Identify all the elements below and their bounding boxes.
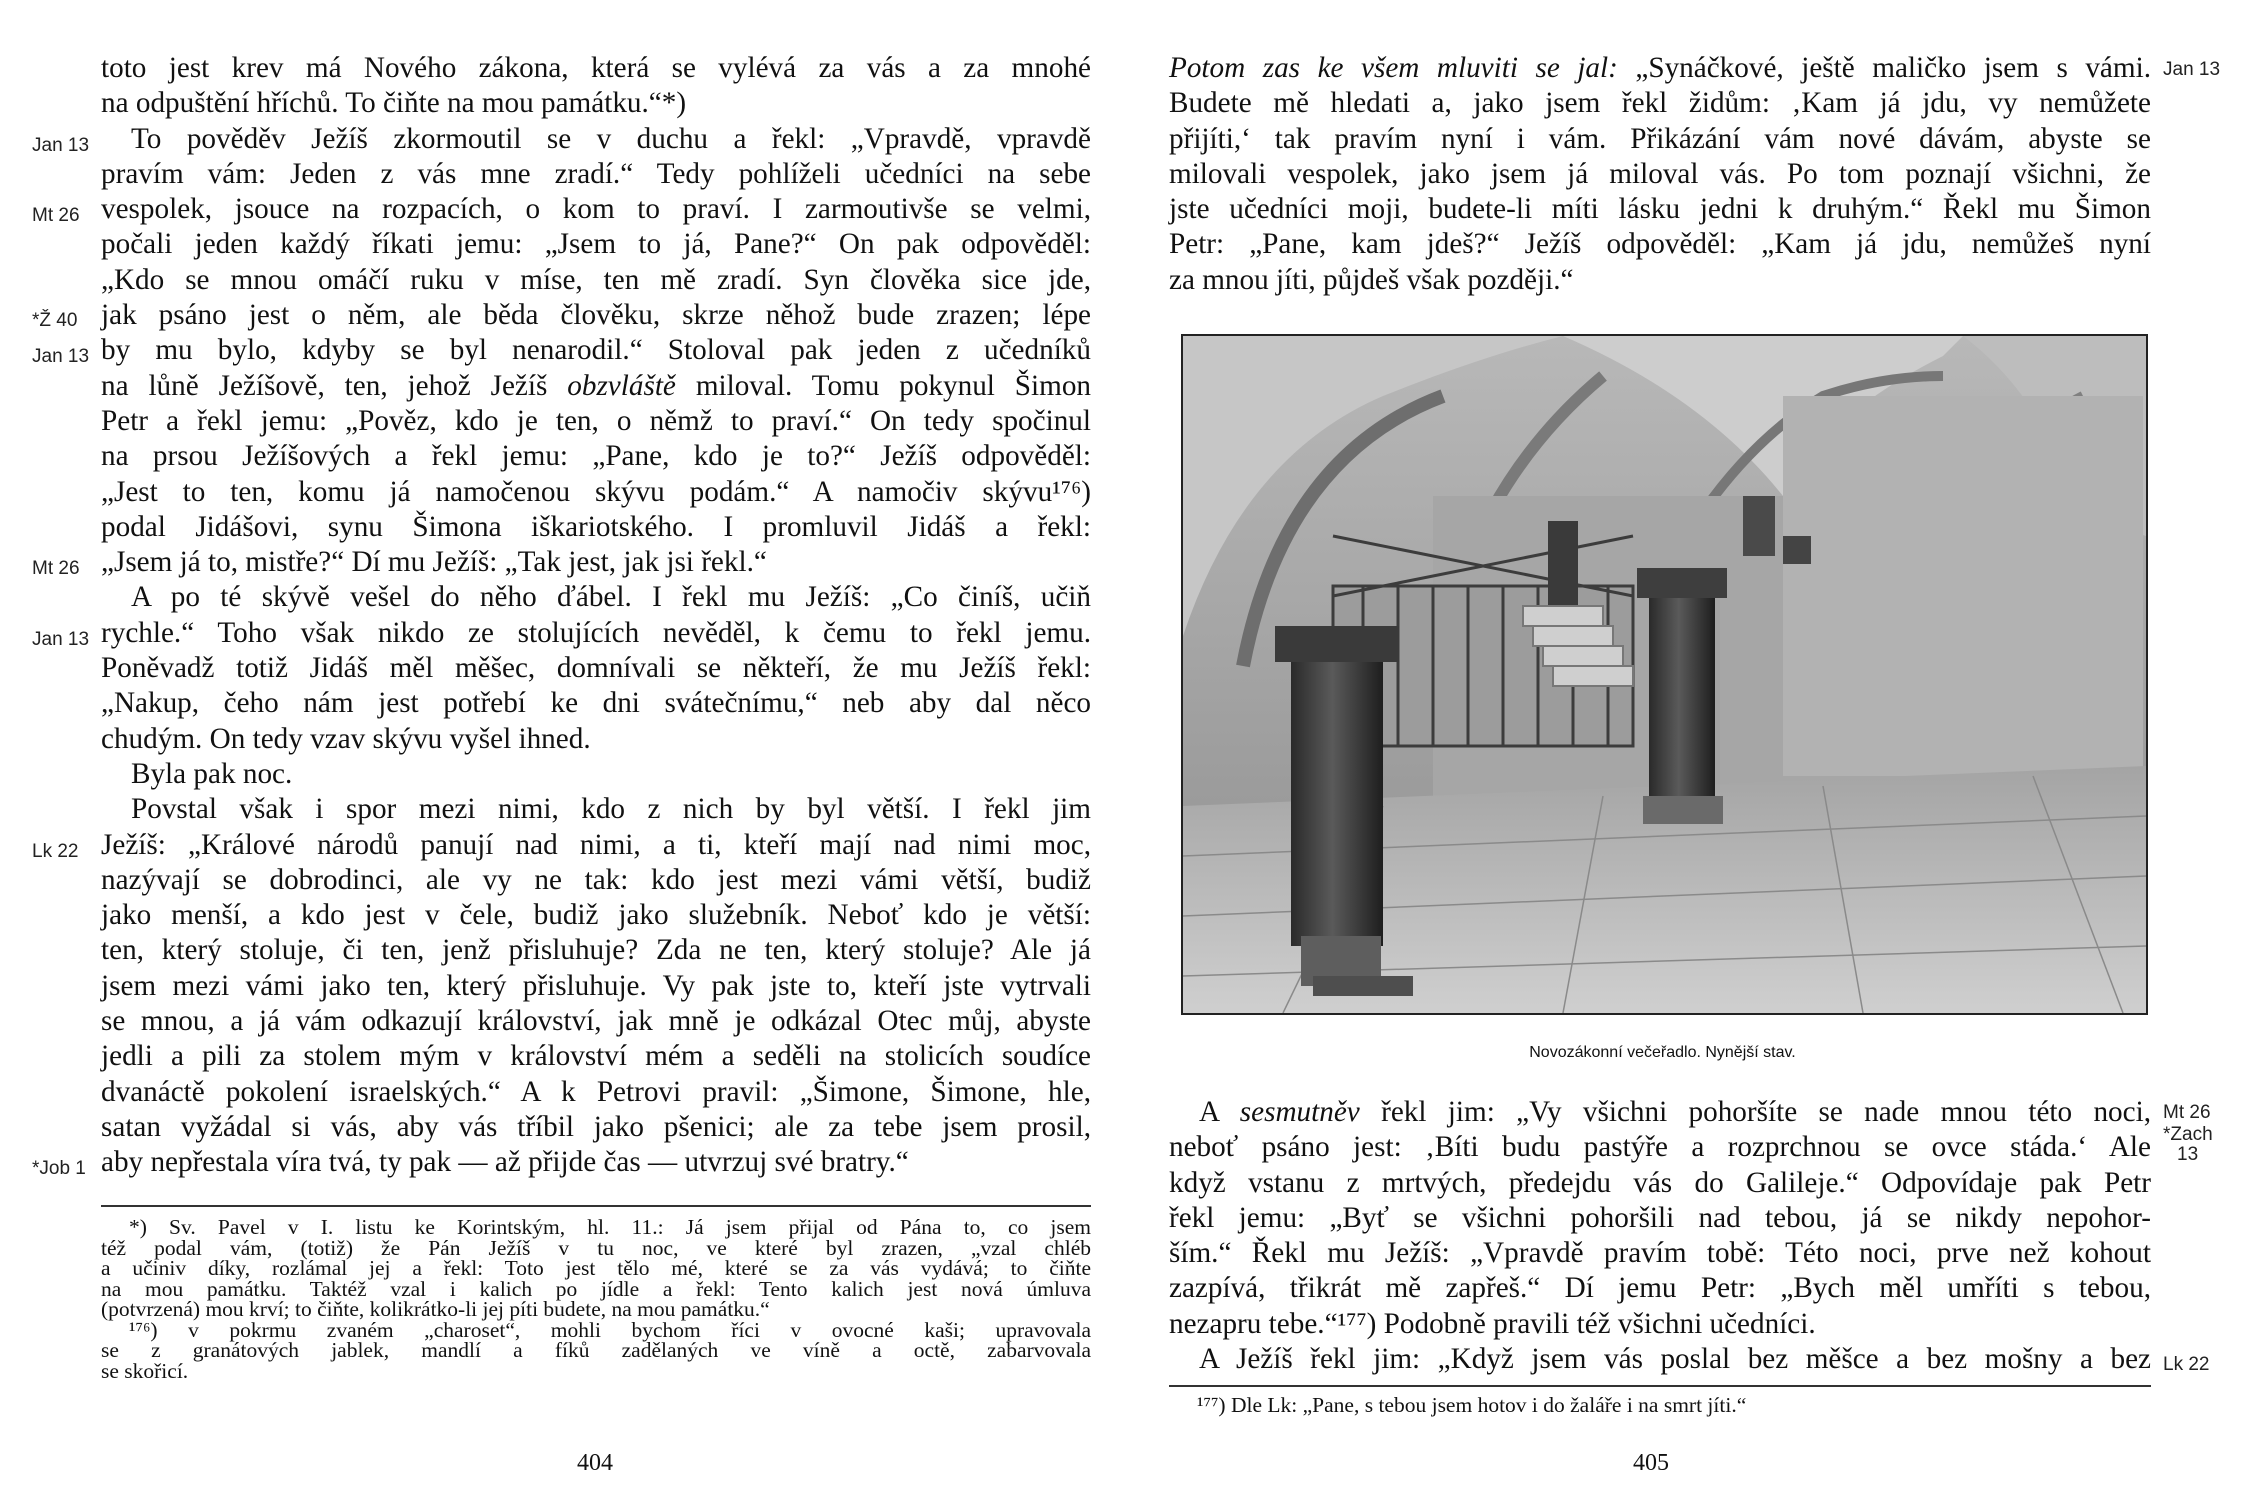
text-line: „Kdo se mnou omáčí ruku v míse, ten mě zradí. Syn člověka sice jde, (101, 263, 1091, 296)
text-line: se mnou, a já vám odkazují království, jak mně je odkázal Otec můj, abyste (101, 1005, 1091, 1038)
text-line (1169, 1095, 2151, 1130)
footnote-line: se z granátových jablek, mandlí a fíků zadělaných ve víně a octě, zabarvovala (101, 1338, 1091, 1362)
text-line: Ježíš: „Králové národů panují nad nimi, a ti, kteří mají nad nimi moc, (101, 828, 1091, 861)
text-line: A po té skývě vešel do něho ďábel. I řekl mu Ježíš: „Co činíš, učiň (131, 581, 1091, 614)
text-line: milovali vespolek, jako jsem já miloval vás. Po tom poznají všichni, že (1169, 157, 2151, 190)
footnote-line: též podal vám, (totiž) že Pán Ježíš v tu noc, ve které byl zrazen, „vzal chléb (101, 1235, 1091, 1260)
margin-reference: Jan 13 (32, 135, 90, 156)
text-line: toto jest krev má Nového zákona, která se vylévá za vás a za mnohé (101, 52, 1091, 84)
text-line: pravím vám: Jeden z vás mne zradí.“ Tedy pohlíželi učedníci na sebe (101, 157, 1091, 190)
text-line: nazývají se dobrodinci, ale vy ne tak: kdo jest mezi vámi větší, budiž (101, 863, 1091, 896)
photo-caption: Novozákonní večeřadlo. Nynější stav. (1529, 1044, 1796, 1061)
text-line (101, 369, 1091, 404)
footnote-line: se skořicí. (101, 1358, 189, 1383)
text-line: když vstanu z mrtvých, předejdu vás do Galileje.“ Odpovídaje pak Petr (1169, 1166, 2151, 1199)
margin-reference: Lk 22 (2163, 1354, 2210, 1375)
text-line: Budete mě hledati a, jako jsem řekl židům: ‚Kam já jdu, vy nemůžete (1169, 87, 2151, 120)
text-line: vespolek, jsouce na rozpacích, o kom to praví. I zarmoutivše se velmi, (101, 193, 1091, 226)
text-line: na odpuštění hříchů. To čiňte na mou památku.“*) (101, 87, 687, 120)
text-line: za mnou jíti, půjdeš však později.“ (1169, 263, 1574, 296)
text-line: „Jsem já to, mistře?“ Dí mu Ježíš: „Tak jest, jak jsi řekl.“ (101, 546, 767, 579)
right-footnotes (1169, 1395, 2151, 1416)
text-segment: „Synáčkové, ještě maličko jsem s vámi. (1635, 52, 2151, 84)
text-line: ten, který stoluje, či ten, jenž přisluhuje? Zda ne ten, který stoluje? Ale já (101, 934, 1091, 967)
right-body-text-top (1169, 51, 2151, 298)
text-line: jste učedníci moji, budete-li míti lásku jedni k druhým.“ Řekl mu Šimon (1169, 193, 2151, 226)
text-line: řekl jemu: „Byť se všichni pohoršili nad tebou, já se nikdy nepohor- (1169, 1201, 2151, 1234)
text-segment: A (1199, 1096, 1219, 1128)
text-line: jako menší, a kdo jest v čele, budiž jako služebník. Neboť kdo je větší: (101, 899, 1091, 932)
text-line: jsem mezi vámi jako ten, který přisluhuje. Vy pak jste to, kteří jste vytrvali (101, 969, 1091, 1002)
margin-reference: 13 (2177, 1144, 2199, 1165)
footnote-line: (potvrzená) mou krví; to čiňte, kolikrátko-li jej píti budete, na mou památku.“ (101, 1297, 770, 1321)
margin-reference: *Ž 40 (32, 310, 78, 331)
text-line: Byla pak noc. (131, 757, 293, 790)
text-line: Petr a řekl jemu: „Pověz, kdo je ten, o němž to praví.“ On tedy spočinul (101, 404, 1091, 437)
text-segment: miloval. Tomu pokynul Šimon (695, 369, 1092, 402)
text-line: podal Jidášovi, synu Šimona iškariotského. I promluvil Jidáš a řekl: (101, 510, 1091, 543)
text-line: „Nakup, čeho nám jest potřebí ke dni svátečnímu,“ neb aby dal něco (101, 687, 1091, 720)
footnote-line: a učiniv díky, rozlámal jej a řekl: Toto jest tělo mé, které se za vás vydává; to čiňte (101, 1256, 1091, 1280)
text-line: jak psáno jest o něm, ale běda člověku, skrze něhož bude zrazen; lépe (101, 299, 1091, 332)
page-number: 404 (577, 1450, 613, 1476)
cenacle-interior-illustration (1183, 336, 2146, 1013)
margin-reference: Lk 22 (32, 841, 79, 862)
italic-phrase: Potom zas ke všem mluviti se jal: (1169, 52, 1618, 84)
right-page (1123, 0, 2246, 1500)
text-line: chudým. On tedy vzav skývu vyšel ihned. (101, 722, 591, 755)
page-number: 405 (1633, 1450, 1669, 1476)
text-line: dvanáctě pokolení israelských.“ A k Petrovi pravil: „Šimone, Šimone, hle, (101, 1075, 1091, 1108)
text-segment: řekl jim: „Vy všichni pohoršíte se nade mnou této noci, (1381, 1096, 2151, 1128)
margin-reference: Jan 13 (32, 346, 90, 367)
text-line: by mu bylo, kdyby se byl nenarodil.“ Stoloval pak jeden z učedníků (101, 334, 1091, 367)
text-line: rychle.“ Toho však nikdo ze stolujících nevěděl, k čemu to řekl jemu. (101, 616, 1091, 649)
text-line: Petr: „Pane, kam jdeš?“ Ježíš odpověděl: „Kam já jdu, nemůžeš nyní (1169, 228, 2151, 261)
footnote-line: ¹⁷⁷) Dle Lk: „Pane, s tebou jsem hotov i do žaláře i na smrt jíti.“ (1197, 1393, 1747, 1417)
text-line: satan vyžádal si vás, aby vás tříbil jako pšenici; ale za tebe jsem prosil, (101, 1110, 1091, 1143)
margin-reference: Mt 26 (32, 205, 80, 226)
text-line: ším.“ Řekl mu Ježíš: „Vpravdě pravím tobě: Této noci, prve než kohout (1169, 1237, 2151, 1270)
text-line: na prsou Ježíšových a řekl jemu: „Pane, kdo je to?“ Ježíš odpověděl: (101, 440, 1091, 473)
footnote-line: ¹⁷⁶) v pokrmu zvaném „charoset“, mohli bychom říci v ovocné kaši; upravovala (129, 1317, 1091, 1342)
footnote-line: na mou památku. Taktéž vzal i kalich po jídle a řekl: Tento kalich jest nová úmluva (101, 1276, 1091, 1301)
text-line: aby nepřestala víra tvá, ty pak — až přijde čas — utvrzuj své bratry.“ (101, 1146, 909, 1179)
text-line (1169, 51, 2151, 86)
margin-reference: *Zach (2163, 1124, 2213, 1145)
italic-word: obzvláště (567, 369, 676, 402)
text-segment: na lůně Ježíšově, ten, jehož Ježíš (101, 369, 548, 402)
cenacle-photograph (1181, 334, 2148, 1015)
italic-word: sesmutněv (1239, 1096, 1360, 1128)
text-line: neboť psáno jest: ‚Bíti budu pastýře a rozprchnou se ovce stáda.‘ Ale (1169, 1131, 2151, 1164)
left-footnotes (101, 1217, 1091, 1381)
text-line: Poněvadž totiž Jidáš měl měšec, domnívali se někteří, že mu Ježíš řekl: (101, 652, 1091, 685)
text-line: nezapru tebe.“¹⁷⁷) Podobně pravili též všichni učedníci. (1169, 1307, 1816, 1340)
footnote-divider (101, 1205, 1091, 1207)
margin-reference: *Job 1 (32, 1158, 86, 1179)
text-line: počali jeden každý říkati jemu: „Jsem to já, Pane?“ On pak odpověděl: (101, 228, 1091, 261)
left-body-text (101, 51, 1091, 1181)
text-line: Povstal však i spor mezi nimi, kdo z nich by byl větší. I řekl jim (131, 793, 1091, 826)
text-line: přijíti,‘ tak pravím nyní i vám. Přikázání vám nové dávám, abyste se (1169, 122, 2151, 155)
text-line: „Jest to ten, komu já namočenou skývu podám.“ A namočiv skývu¹⁷⁶) (101, 475, 1091, 508)
text-line: To pověděv Ježíš zkormoutil se v duchu a řekl: „Vpravdě, vpravdě (131, 122, 1091, 155)
text-line: jedli a pili za stolem mým v království mém a seděli na stolicích soudíce (101, 1040, 1091, 1073)
margin-reference: Jan 13 (32, 629, 90, 650)
text-line: zazpívá, třikrát mě zapřeš.“ Dí jemu Petr: „Bych měl umříti s tebou, (1169, 1272, 2151, 1305)
margin-reference: Mt 26 (2163, 1102, 2211, 1123)
right-body-text-bottom (1169, 1095, 2151, 1377)
margin-reference: Jan 13 (2163, 59, 2221, 80)
text-line: A Ježíš řekl jim: „Když jsem vás poslal bez měšce a bez mošny a bez (1199, 1343, 2151, 1376)
margin-reference: Mt 26 (32, 558, 80, 579)
footnote-line: *) Sv. Pavel v I. listu ke Korintským, hl. 11.: Já jsem přijal od Pána to, co jsem (129, 1215, 1091, 1239)
footnote-divider (1169, 1385, 2151, 1387)
